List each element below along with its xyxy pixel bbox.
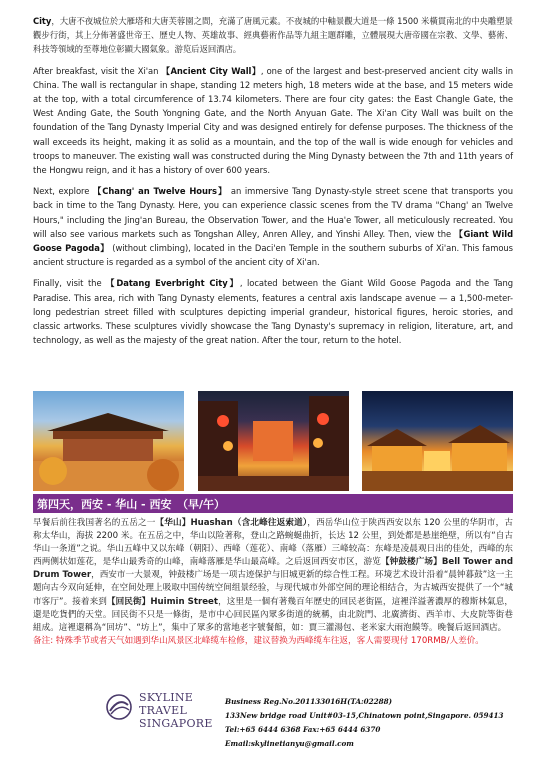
phone-fax: Tel:+65 6444 6368 Fax:+65 6444 6370 [225,725,381,734]
contact-info [225,695,504,751]
tang-street-photo [198,391,349,491]
business-reg: Business Reg.No.201133016H(TA:02288) [225,697,393,706]
logo-text: SKYLINE TRAVEL SINGAPORE [139,691,213,730]
everbright-paragraph: Finally, visit the 【Datang Everbright City】, located between the Giant Wild Goose Pagoda and the Tang Paradise. This area, rich with Tang Dynasty elements, features a central axis landscape avenue — a 1,500-meter-long pedestrian street filled with sculptures depicting imperial grandeur, historical figures, heroic stories, and classic artworks. These sculptures vividly showcase the Tang Dynasty's supremacy in religion, literature, art, and technology, as well as the majesty of the great nation. After the tour, return to the hotel. [33,278,513,346]
skyline-logo-icon [105,693,133,721]
photo-strip [33,391,513,491]
day4-content [33,517,513,648]
footer [0,688,542,767]
ancient-wall-paragraph: After breakfast, visit the Xi'an 【Ancient City Wall】, one of the largest and best-preserved ancient city walls in China. The wall is rectangular in shape, standing 12 meters high, 18 meters wide at the base, and 15 meters wide at the top, with a total circumference of 13.74 kilometers. There are four city gates: the East Changle Gate, the West Anding Gate, the South Yongning Gate, and the North Anyuan Gate. The Xi'an City Wall was built on the foundation of the Tang Dynasty Imperial City and was designed entirely for defense purposes. The thickness of the wall exceeds its height, making it as solid as a mountain, and the top of the wall is wide enough for vehicles and troops to maneuver. The existing wall was constructed during the Ming Dynasty between the 7th and 11th years of the Hongwu reign, and it has a history of over 600 years. [33,65,513,176]
day4-header: 第四天，西安 - 华山 - 西安 （早/午） [37,498,225,511]
day4-note: 备注: 特殊季节或者天气如遇到华山风景区北峰缆车检修，建议替换为西峰缆车往返，客人需要现付 170RMB/人差价。 [33,635,484,646]
everbright-city-photo [362,391,513,491]
company-logo [105,691,213,751]
email: Email:skylinetianyu@gmail.com [225,739,354,748]
itinerary-text [33,14,513,354]
city-wall-photo [33,391,184,491]
intro-paragraph: City，大唐不夜城位於大雁塔和大唐芙蓉園之間，充滿了唐風元素。不夜城的中軸景觀大道是一條 1500 米橫貫南北的中央雕塑景觀步行街，其上分佈著盛世帝王、歷史人物、英雄故事、經典藝術作品等九組主題群雕，立體展現大唐帝國在宗教、文學、藝術、科技等領域的至尊地位彰顯大國氣象。游览后返回酒店。 [33,16,513,55]
day4-header-bar [33,494,513,513]
day4-paragraph: 早餐后前往我国著名的五岳之一【华山】Huashan（含北峰往返索道），西岳华山位于陕西西安以东 120 公里的华阴市，古称太华山，海拔 2200 米。在五岳之中，华山以险著称，登山之路蜿蜒曲折，长达 12 公里，到处都是悬崖绝壁，所以有“自古华山一条道”之说。华山五峰中又以东峰（朝阳）、西峰（莲花）、南峰（落雁）三峰较高：东峰是凌晨观日出的佳处，西峰的东西两侧状如莲花，是华山最秀奇的山峰，南峰落雁是华山最高峰。之后返回西安市区，游览【钟鼓楼广场】Bell Tower and Drum Tower，西安市一大景观，钟鼓楼广场是一项古迹保护与旧城更新的综合性工程。环境艺术设计沿着“晨钟暮鼓”这一主题向古今双向延伸，在空间处理上吸取中国传统空间组景经验，与现代城市外部空间的理论相结合，为古城西安提供了一个“城市客厅”。接着来到【回民街】Huimin Street，这里是一個有著幾百年歷史的回民老街區，這裡洋溢著濃厚的穆斯林氣息，還是吃貨們的天堂。回民街不只是一條街，是市中心回民區內眾多街道的統稱，由北院門、北廣濟街、西羊市、大皮院等街巷組成。這裡還稱為“回坊”、“坊上”，集中了眾多的當地老字號餐館，如：賈三灌湯包、老米家大雨泡饃等。晚餐后返回酒店。 [33,518,513,633]
address: 133New bridge road Unit#03-15,Chinatown point,Singapore. 059413 [225,711,504,720]
changan-paragraph: Next, explore 【Chang' an Twelve Hours】 an immersive Tang Dynasty-style street scene that transports you back in time to the Tang Dynasty. Here, you can experience classic scenes from the TV drama "Chang' an Twelve Hours," including the Jing'an Bureau, the Observation Tower, and the Hua'e Tower, all meticulously recreated. You will also see various markets such as Tongshan Alley, Anren Alley, and Yinshi Alley. Then, view the 【Giant Wild Goose Pagoda】 (without climbing), located in the Daci'en Temple in the southern suburbs of Xi'an. This famous ancient structure is regarded as a symbol of the ancient city of Xi'an. [33,186,514,268]
